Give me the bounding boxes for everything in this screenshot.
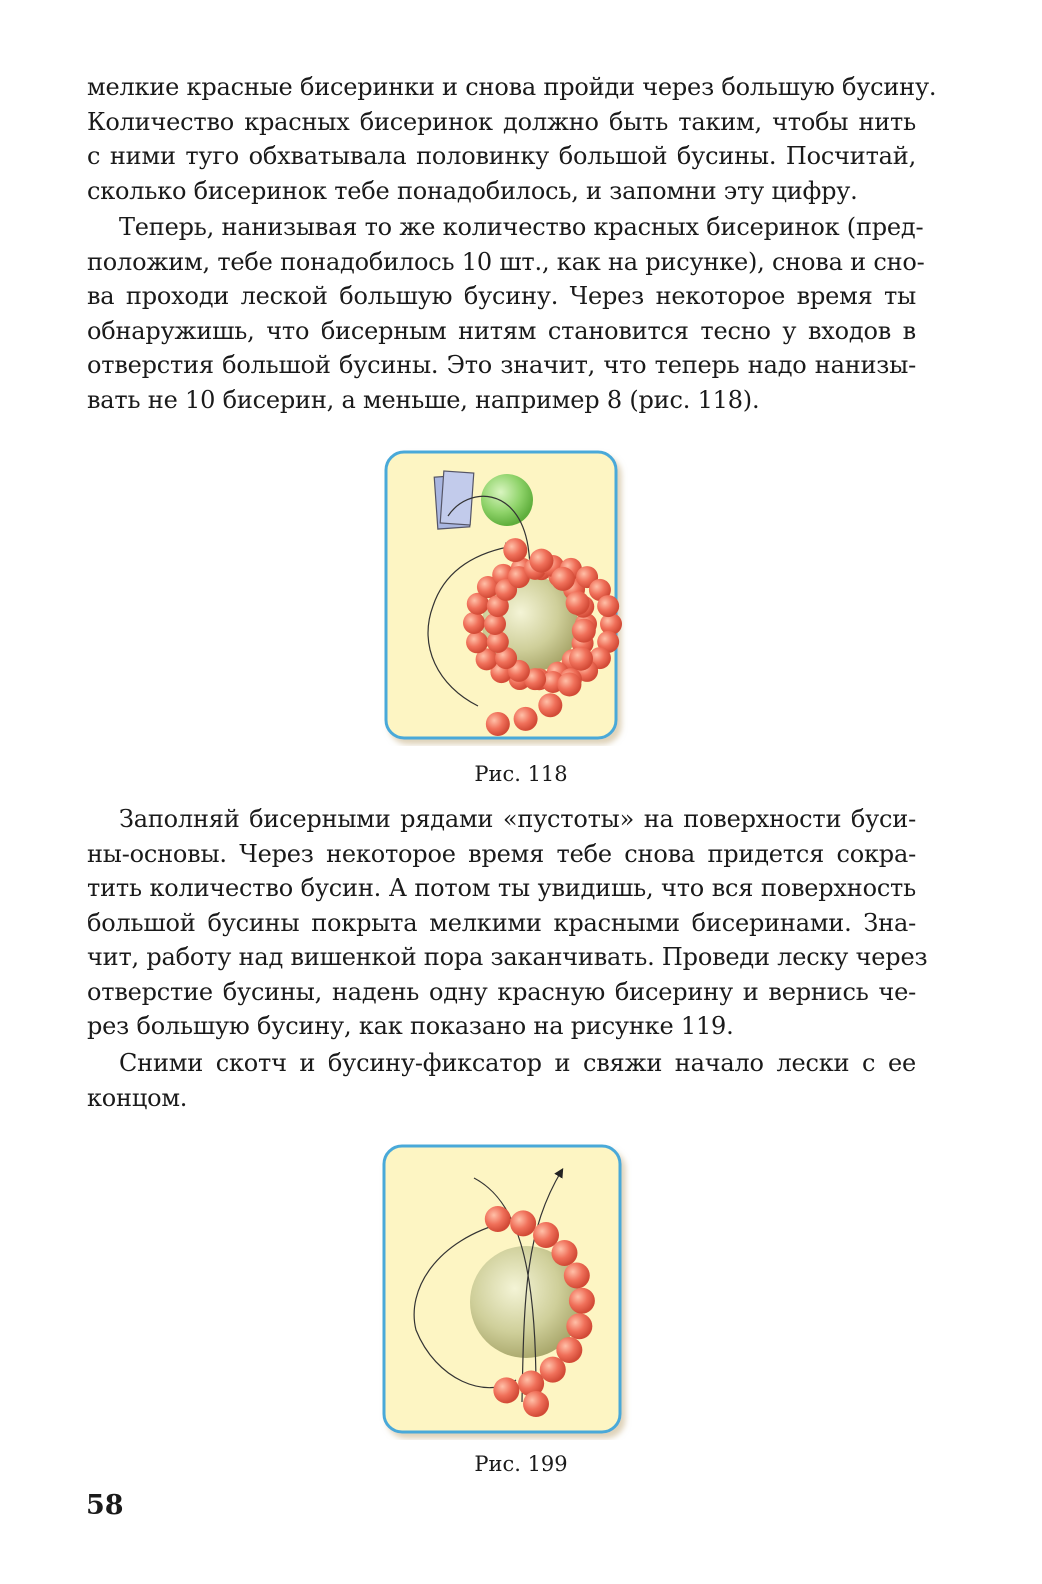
text-line: отверстие бусины, надень одну красную бисерину и вернись че-	[87, 977, 916, 1006]
figure-118	[378, 446, 628, 746]
paragraph-4	[87, 1046, 916, 1115]
text-line: обнаружишь, что бисерным нитям становится тесно у входов в	[87, 316, 916, 345]
text-line: положим, тебе понадобилось 10 шт., как на рисунке), снова и сно-	[87, 247, 925, 276]
text-line: ны-основы. Через некоторое время тебе снова придется сокра-	[87, 839, 916, 868]
red-bead	[466, 631, 488, 653]
text-line: вать не 10 бисерин, а меньше, например 8 (рис. 118).	[87, 385, 760, 414]
red-bead	[538, 693, 562, 717]
red-bead	[569, 647, 593, 671]
red-bead	[503, 538, 527, 562]
red-bead	[551, 567, 575, 591]
text-line: Сними скотч и бусину-фиксатор и свяжи начало лески с ее	[119, 1049, 916, 1077]
figure-199-caption: Рис. 199	[474, 1452, 568, 1476]
page-number: 58	[86, 1490, 124, 1521]
red-bead	[463, 612, 485, 634]
paragraph-2	[87, 210, 925, 417]
red-bead	[523, 1391, 549, 1417]
red-bead	[486, 712, 510, 736]
text-line: мелкие красные бисеринки и снова пройди через большую бусину.	[87, 73, 937, 101]
figure-199	[376, 1140, 632, 1440]
text-line: концом.	[87, 1083, 188, 1112]
text-line: отверстия большой бусины. Это значит, что теперь надо нанизы-	[87, 351, 916, 379]
paragraph-3	[87, 802, 928, 1044]
red-bead	[551, 1240, 577, 1266]
text-line: рез большую бусину, как показано на рисунке 119.	[87, 1012, 734, 1040]
red-bead	[569, 1288, 595, 1314]
red-bead	[557, 672, 581, 696]
text-line: Заполняй бисерными рядами «пустоты» на поверхности буси-	[119, 805, 916, 833]
red-bead	[597, 595, 619, 617]
red-bead	[540, 1357, 566, 1383]
text-line: ва проходи леской большую бусину. Через некоторое время ты	[87, 282, 916, 310]
text-line: тить количество бусин. А потом ты увидишь, что вся поверхность	[87, 874, 916, 902]
red-bead	[529, 549, 553, 573]
red-bead	[493, 1377, 519, 1403]
text-line: с ними туго обхватывала половинку большой бусины. Посчитай,	[87, 142, 916, 170]
red-bead	[564, 1263, 590, 1289]
red-bead	[510, 1210, 536, 1236]
text-line: Количество красных бисеринок должно быть таким, чтобы нить	[87, 107, 916, 136]
text-line: большой бусины покрыта мелкими красными бисеринами. Зна-	[87, 908, 916, 937]
paragraph-1	[87, 70, 937, 208]
figure-118-caption: Рис. 118	[474, 762, 568, 786]
red-bead	[566, 591, 590, 615]
text-line: чит, работу над вишенкой пора заканчивать. Проведи леску через	[87, 943, 928, 971]
red-bead	[566, 1313, 592, 1339]
red-bead	[485, 1206, 511, 1232]
text-line: Теперь, нанизывая то же количество красных бисеринок (пред-	[119, 213, 924, 241]
green-bead	[481, 474, 533, 526]
red-bead	[514, 707, 538, 731]
text-line: сколько бисеринок тебе понадобилось, и запомни эту цифру.	[87, 176, 858, 205]
red-bead	[572, 619, 596, 643]
